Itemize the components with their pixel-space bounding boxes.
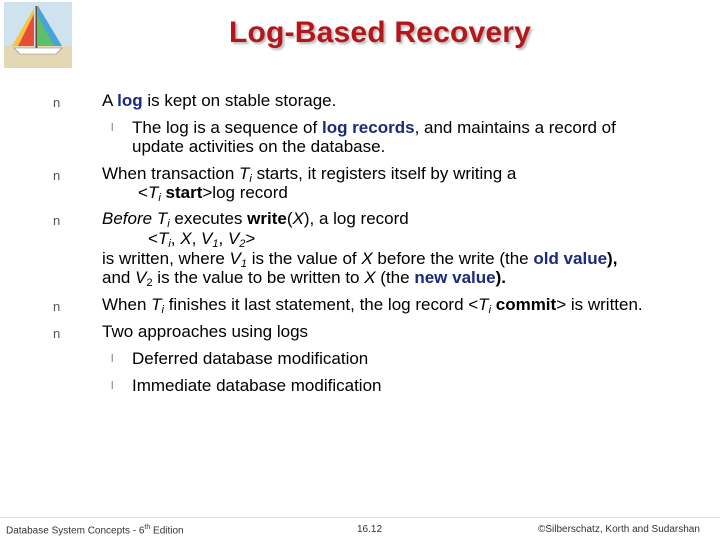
bullet-5: Two approaches using logs	[102, 322, 309, 341]
bullet-2: When transaction $T_i$ starts, it registers itself by writing a	[102, 164, 517, 185]
footer-divider	[0, 517, 720, 518]
bullet-1: A log is kept on stable storage.	[102, 91, 337, 110]
bullet-marker: n	[53, 213, 61, 228]
sub-bullet-marker: l	[111, 122, 114, 134]
bullet-3-line3: is written, where $V_1$ is the value of X before the write (the old value),	[102, 249, 618, 270]
bullet-1-1: The log is a sequence of log records, and maintains a record of	[132, 118, 616, 137]
bullet-marker: n	[53, 95, 61, 110]
bullet-4: When $T_i$ finishes it last statement, the log record $<T_i$ commit> is written.	[102, 295, 643, 316]
footer-edition: Database System Concepts - 6th Edition	[6, 524, 184, 537]
footer-page-number: 16.12	[357, 524, 383, 535]
footer-copyright: ©Silberschatz, Korth and Sudarshan	[538, 524, 700, 535]
bullet-5-2: Immediate database modification	[132, 376, 382, 395]
bullet-1-1-line2: update activities on the database.	[132, 137, 386, 156]
sub-bullet-marker: l	[111, 353, 114, 365]
bullet-3-line4: and $V_2$ is the value to be written to X (the new value).	[102, 268, 506, 289]
bullet-marker: n	[53, 168, 61, 183]
bullet-marker: n	[53, 326, 61, 341]
bullet-2-line2: $<T_i$ start>log record	[138, 183, 288, 204]
bullet-marker: n	[53, 299, 61, 314]
bullet-5-1: Deferred database modification	[132, 349, 369, 368]
slide-title: Log-Based Recovery	[228, 16, 532, 49]
bullet-3: Before $T_i$ executes write(X), a log record	[102, 209, 409, 230]
sub-bullet-marker: l	[111, 380, 114, 392]
bullet-3-line2: $<T_i$, X, $V_1$, $V_2>$	[148, 229, 256, 250]
